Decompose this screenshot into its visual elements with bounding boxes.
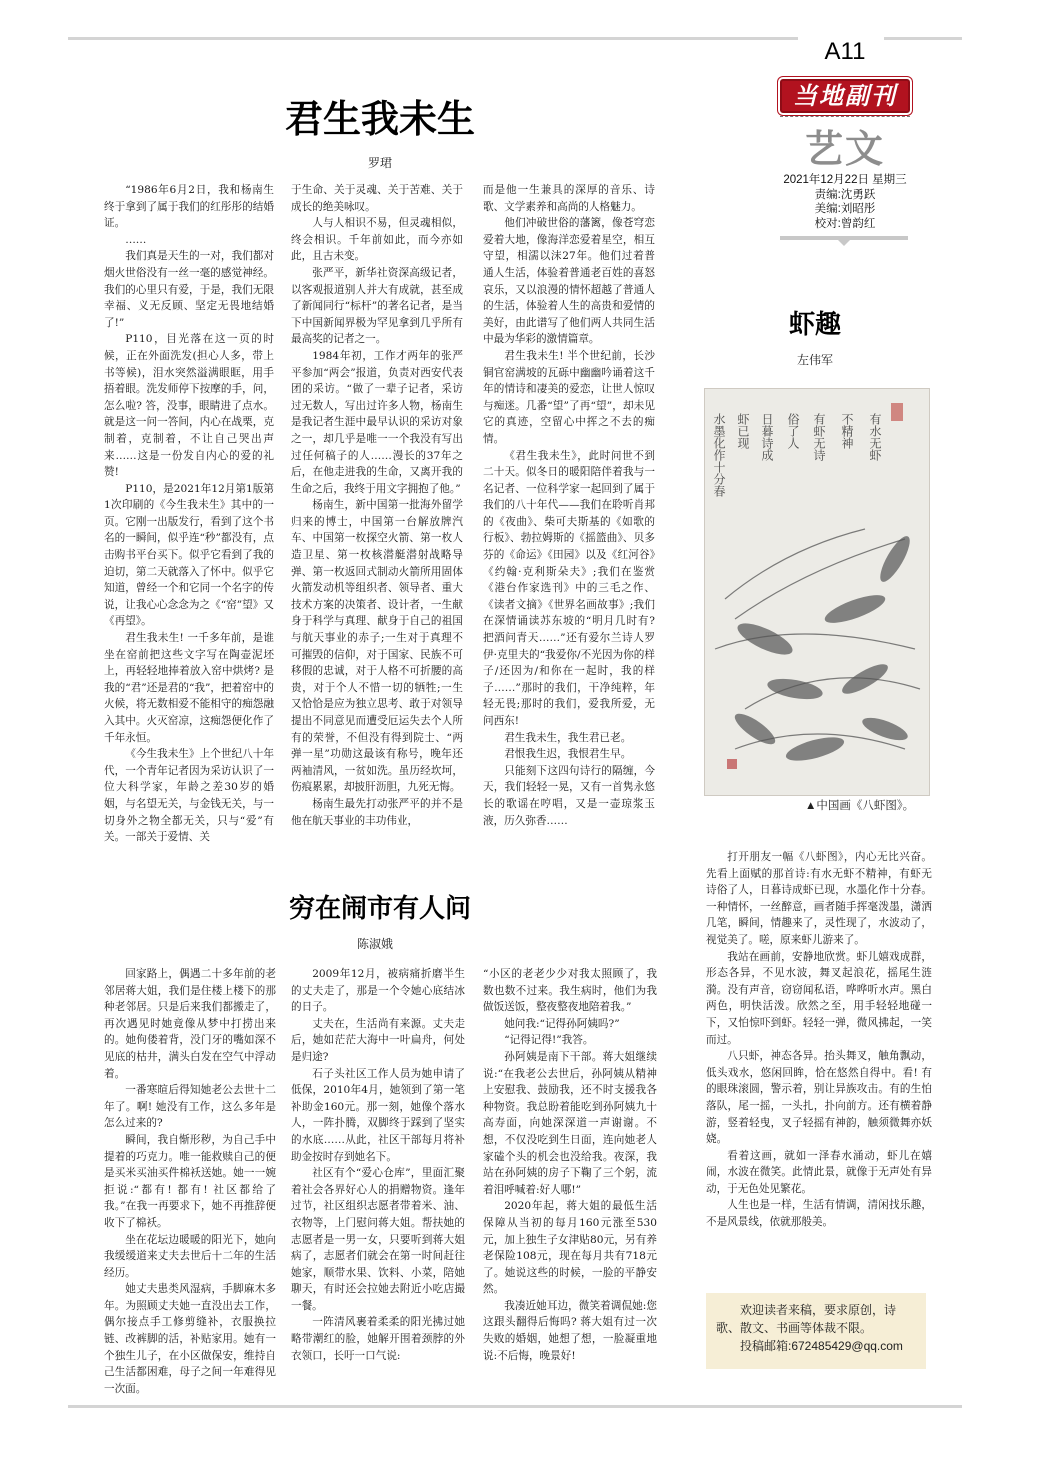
top-rule-left [68,37,798,40]
inscription-line: 日暮诗成 [760,413,774,461]
issue-date: 2021年12月22日 星期三 [783,174,907,186]
paragraph: 君恨我生迟，我恨君生早。 [504,748,632,761]
proofreader-credit: 校对:曾韵红 [814,217,876,230]
shrimp-painting-artwork [705,389,930,796]
inscription-line: 有虾无诗 [812,413,826,461]
paragraph: 丈夫在，生活尚有来源。丈夫走后，她如茫茫大海中一叶扁舟，何处是归途? [291,1017,465,1063]
article2-column-2 [291,966,465,1364]
editor-credit: 责编:沈勇跃 [814,188,876,201]
article1-column-1 [104,182,274,846]
inscription-line: 虾已现 [736,413,750,449]
paragraph: “1986年6月2日，我和杨南生终于拿到了属于我们的红彤彤的结婚证。 [104,184,274,230]
paragraph: 2009年12月，被病痛折磨半生的丈夫走了，那是一个令她心底结冰的日子。 [291,968,465,1014]
bottom-rule [68,1405,962,1408]
artist-seal-icon [727,759,737,769]
paragraph: 杨南生，新中国第一批海外留学归来的博士，中国第一台解放牌汽车、中国第一枚探空火箭、第一枚人造卫星、第一枚核潜艇潜射战略导弹、第一枚返回式制动火箭所用固体火箭发动机等组织者、领导者、重大技术方案的决策者、设计者，一生献身于科学与真理、献身于自己的祖国与航天事业的赤子;一生对于真理不可摧毁的信仰，对于国家、民族不可移假的忠诚，对于人格不可折腰的高贵，对于个人不惜一切的牺牲;一生又恰恰是应为独立思考、敢于对领导提出不同意见而遭受厄运失去个人所有的荣誉，不但没有得到院士、“两弹一星”功勋这最该有称号，晚年还两袖清风，一贫如洗。虽历经坎坷，伤痕累累，却披肝沥胆，九死无悔。 [291,499,463,794]
designer-credit: 美编:刘昭彤 [814,203,876,215]
paragraph: 君生我未生! 一千多年前，是谁坐在窑前把这些文字写在陶壶泥坯上，再轻轻地捧着放入窑中烘烤? 是我的“君”还是君的“我”，把着窑中的火候，将无数相爱不能相守的痴怨融入其中。火灭窑凉，这痴怨便化作了千年永恒。 [104,632,274,744]
article2-column-1 [104,966,276,1397]
paragraph: 人生也是一样，生活有情调，清闲找乐趣，不是风景线，依就那般美。 [706,1199,932,1229]
chevron-down-icon [836,238,852,246]
paragraph: 《君生我未生》，此时问世不到二十天。似冬日的暖阳陪伴着我与一名记者、一位科学家一起回到了属于我们的八十年代——我们在聆听肖邦的《夜曲》、柴可夫斯基的《如歌的行板》、勃拉姆斯的《摇篮曲》、贝多芬的《命运》《田园》以及《红河谷》《约翰·克利斯朵夫》;我们在鉴赏《港台作家选刊》中的三毛之作、《读者文摘》《世界名画故事》;我们在深情诵读苏东坡的“明月几时有? 把酒问青天……”还有爱尔兰诗人罗伊·克里夫的“我爱你/不光因为你的样子/还因为/和你在一起时，我的样子……”那时的我们，干净纯粹，年轻无畏;那时的我们，爱我所爱，无问西东! [483,449,655,727]
article3-body [706,849,932,1231]
paragraph: 而是他一生兼具的深厚的音乐、诗歌、文学素养和高尚的人格魅力。 [483,184,655,213]
paragraph: 一阵清风裹着柔柔的阳光拂过她略带潮红的脸，她解开围着颈脖的外衣领口，长吁一口气说: [291,1316,465,1362]
article1-column-2 [291,182,463,829]
paragraph: 孙阿姨是南下干部。蒋大姐继续说:“在我老公去世后，孙阿姨从精神上安慰我、鼓励我，还不时支援我各种物资。我总盼着能吃到孙阿姨九十高寿面，向她深深道一声谢谢。不想，不仅没吃到生日面，连向她老人家磕个头的机会也没给我。夜深，我站在孙阿姨的房子下鞠了三个躬，流着泪呼喊着:好人哪!” [483,1050,657,1196]
painting-caption: ▲中国画《八虾图》。 [805,800,915,812]
submission-email[interactable]: 投稿邮箱:672485429@qq.com [740,1339,903,1353]
seal-stamp-icon [891,403,903,421]
paragraph: P110，是2021年12月第1版第1次印刷的《今生我未生》其中的一页。它刚一出版发行，看到了这个书名的一瞬间，似乎连“秒”都没有，点击购书平台买下。似乎它看到了我的迫切，第二天就落入了怀中。似乎它知道，曾经一个和它同一个名字的传说，让我心心念念为之《“窑”望》又《再望》。 [104,482,274,628]
paragraph: 2020年起，蒋大姐的最低生活保障从当初的每月160元涨至530元，加上独生子女津贴80元，另有养老保险108元，现在每月共有718元了。她说这些的时候，一脸的平静安然。 [483,1200,657,1296]
top-rule-right [884,37,962,40]
paragraph: 石子头社区工作人员为她申请了低保，2010年4月，她领到了第一笔补助金160元。那一刻，她像个落水人，一阵扑腾，双脚终于踩到了坚实的水底……从此，社区干部每月将补助金按时存到她名下。 [291,1067,465,1163]
paragraph: 君生我未生! 半个世纪前，长沙铜官窑满坡的瓦砾中幽幽吟诵着这千年的情诗和凄美的爱恋，让世人惊叹与痴迷。几番“望”了再“望”，却未见它的真迹，空留心中挥之不去的痴情。 [483,349,655,445]
brand-divider [780,116,910,117]
paragraph: 回家路上，偶遇二十多年前的老邻居蒋大姐，我们是住楼上楼下的那种老邻居。只是后来我们都搬走了，再次遇见时她竟像从梦中打捞出来的。她佝偻着背，没门牙的嘴如深不见底的枯井，满头白发在空气中浮动着。 [104,968,276,1080]
submission-notice [706,1293,926,1369]
paragraph: 我凑近她耳边，微笑着调侃她:您这跟头翻得后悔吗? 蒋大姐有过一次失败的婚姻，她想了想，一脸凝重地说:不后悔，晚景好! [483,1299,657,1362]
paragraph: 只能刻下这四句诗行的隔缠，今天，我们轻轻一晃，又有一首隽永悠长的歌谣在哼唱，又是一壶琼浆玉液，历久弥香…… [483,764,655,827]
paragraph: 《今生我未生》上个世纪八十年代，一个青年记者因为采访认识了一位大科学家，年龄之差30岁的婚姻，与名望无关，与金钱无关，与一切身外之物全都无关，只与“爱”有关。一部关于爱情、关 [104,748,274,844]
paragraph: 瞬间，我自惭形秽，为自己手中提着的巧克力。唯一能救赎自己的便是买米买油买件棉袄送她。她一一婉拒说:“都有! 都有! 社区都给了我。”在我一再要求下，她不再推辞便收下了棉袄。 [104,1133,276,1229]
paragraph: 社区有个“爱心仓库”，里面汇聚着社会各界好心人的捐赠物资。逢年过节，社区组织志愿者带着米、油、衣物等，上门慰问蒋大姐。帮扶她的志愿者是一男一女，只要听到蒋大姐病了，志愿者们就会在第一时间赶往她家，顺带水果、饮料、小菜，陪她聊天，有时还会拉她去附近小吃店撮一餐。 [291,1167,465,1312]
paragraph: 坐在花坛边暖暖的阳光下，她向我缓缓道来丈夫去世后十二年的生活经历。 [104,1233,276,1279]
paragraph: 张严平，新华社资深高级记者，以客观报道别人并大有成就，甚至成了新闻同行“标杆”的著名记者，是当下中国新闻界极为罕见拿到几乎所有最高奖的记者之一。 [291,266,463,346]
paragraph: 打开朋友一幅《八虾图》，内心无比兴奋。先看上面赋的那首诗:有水无虾不精神，有虾无诗俗了人，日暮诗成虾已现，水墨化作十分春。一种情怀，一丝醉意，画者随手挥毫泼墨，潇洒几笔，瞬间，情趣来了，灵性现了，水波动了，视觉美了。嗟，原来虾儿游来了。 [706,851,932,946]
paragraph: 1984年初，工作才两年的张严平参加“两会”报道，负责对西安代表团的采访。“做了一辈子记者，采访过无数人，写出过许多人物，杨南生是我记者生涯中最早认识的采访对象之一，却几乎是唯一一个我没有写出过任何稿子的人……漫长的37年之后，在他走进我的生命，又离开我的生命之后，我终于用文字拥抱了他。” [291,349,463,495]
masthead-meta [770,173,920,231]
paragraph: 一番寒暄后得知她老公去世十二年了。啊! 她没有工作，这么多年是怎么过来的? [104,1084,276,1130]
article2-byline: 陈淑娥 [356,937,393,951]
paragraph: 我站在画前，安静地欣赏。虾儿嬉戏成群，形态各异，不见水波，舞叉起浪花，摇尾生涟漪。没有声音，窃窃闻私语，哗哗听水声。黑白两色，明快活泼。欣然之至，用手轻轻地碰一下，又怕惊吓到虾。轻轻一弹，微风拂起，一笑而过。 [706,950,932,1046]
paragraph: 八只虾，神态各异。抬头舞叉，触角飘动，低头戏水，悠闲回眸，恰在悠然自得中。看! 有的眼珠滚圆，警示着，别让异族攻击。有的生怕落队，尾一摇，一头扎，扑向前方。还有横着静游，竖着轻曳，叉子轻摇有神韵，触须微舞亦妖娆。 [706,1050,932,1146]
article1-byline: 罗珺 [367,156,392,170]
article2-title: 穷在闹市有人问 [288,894,471,924]
article1-title: 君生我未生 [284,97,475,141]
notice-text: 欢迎读者来稿，要求原创，诗歌、散文、书画等体裁不限。 [716,1303,897,1335]
paragraph: 于生命、关于灵魂、关于苦难、关于成长的绝美咏叹。 [291,184,463,213]
paragraph: 看着这画，就如一泽春水涌动，虾儿在嬉闹，水波在微笑。此情此景，就像于无声处有异动，于无色处见繁花。 [706,1149,932,1195]
paragraph: …… [125,233,147,246]
paragraph: “记得记得!”我答。 [504,1034,594,1047]
section-title: 艺文 [804,127,885,171]
paragraph: 君生我未生，我生君已老。 [504,731,632,744]
inscription-line: 水墨化作十分春 [712,413,726,497]
paragraph: 我们真是天生的一对，我们都对烟火世俗没有一丝一毫的感觉神经。我们的心里只有爱，于是，我们无限幸福、义无反顾、坚定无畏地结婚了!” [104,250,274,329]
paragraph: 她问我:“记得孙阿姨吗?” [504,1017,620,1030]
article3-title: 虾趣 [788,310,841,340]
paragraph: 他们冲破世俗的藩篱，像苍穹恋爱着大地，像海洋恋爱着星空，相互守望，相濡以沫27年。他们过着普通人生活，体验着普通老百姓的喜怒哀乐，又以浪漫的情怀超越了普通人的生活，体验着人生的高贵和爱情的美好，由此谱写了他们两人共同生活中最为华彩的激情篇章。 [483,217,655,346]
paragraph: 杨南生最先打动张严平的并不是他在航天事业的丰功伟业， [291,797,463,827]
paragraph: 她丈夫患类风湿病，手脚麻木多年。为照顾丈夫她一直没出去工作，偶尔接点手工修剪缝补，衣服换拉链、改裤脚的活，补贴家用。她有一个独生儿子，在小区做保安，维持自己生活都困难，母子之间一年难得见一次面。 [104,1283,276,1395]
brand-logo: 当地副刊 [780,79,910,113]
page-number: A11 [824,38,866,65]
paragraph: “小区的老老少少对我太照顾了，我数也数不过来。我生病时，他们为我做饭送饭，整夜整夜地陪着我。” [483,968,657,1014]
paragraph: 人与人相识不易，但灵魂相似，终会相识。千年前如此，而今亦如此，且古未变。 [291,217,463,263]
shrimp-painting [704,388,930,796]
inscription-line: 俗了人 [786,413,800,449]
inscription-line: 有水无虾 [868,413,882,461]
article2-column-3 [483,966,657,1364]
paragraph: P110，目光落在这一页的时候，正在外面洗发(担心人多，带上书等候)，泪水突然溢满眼眶，用手捂着眼。洗发师停下按摩的手，问，怎么啦? 答，没事，眼睛进了点水。就是这一问一答间，内心在战栗，克制着，克制着，不让自己哭出声来……这是一份发自内心的爱的礼赞! [104,333,274,479]
article3-byline: 左伟军 [796,353,833,367]
article1-column-3 [483,182,655,829]
inscription-line: 不精神 [840,413,854,449]
